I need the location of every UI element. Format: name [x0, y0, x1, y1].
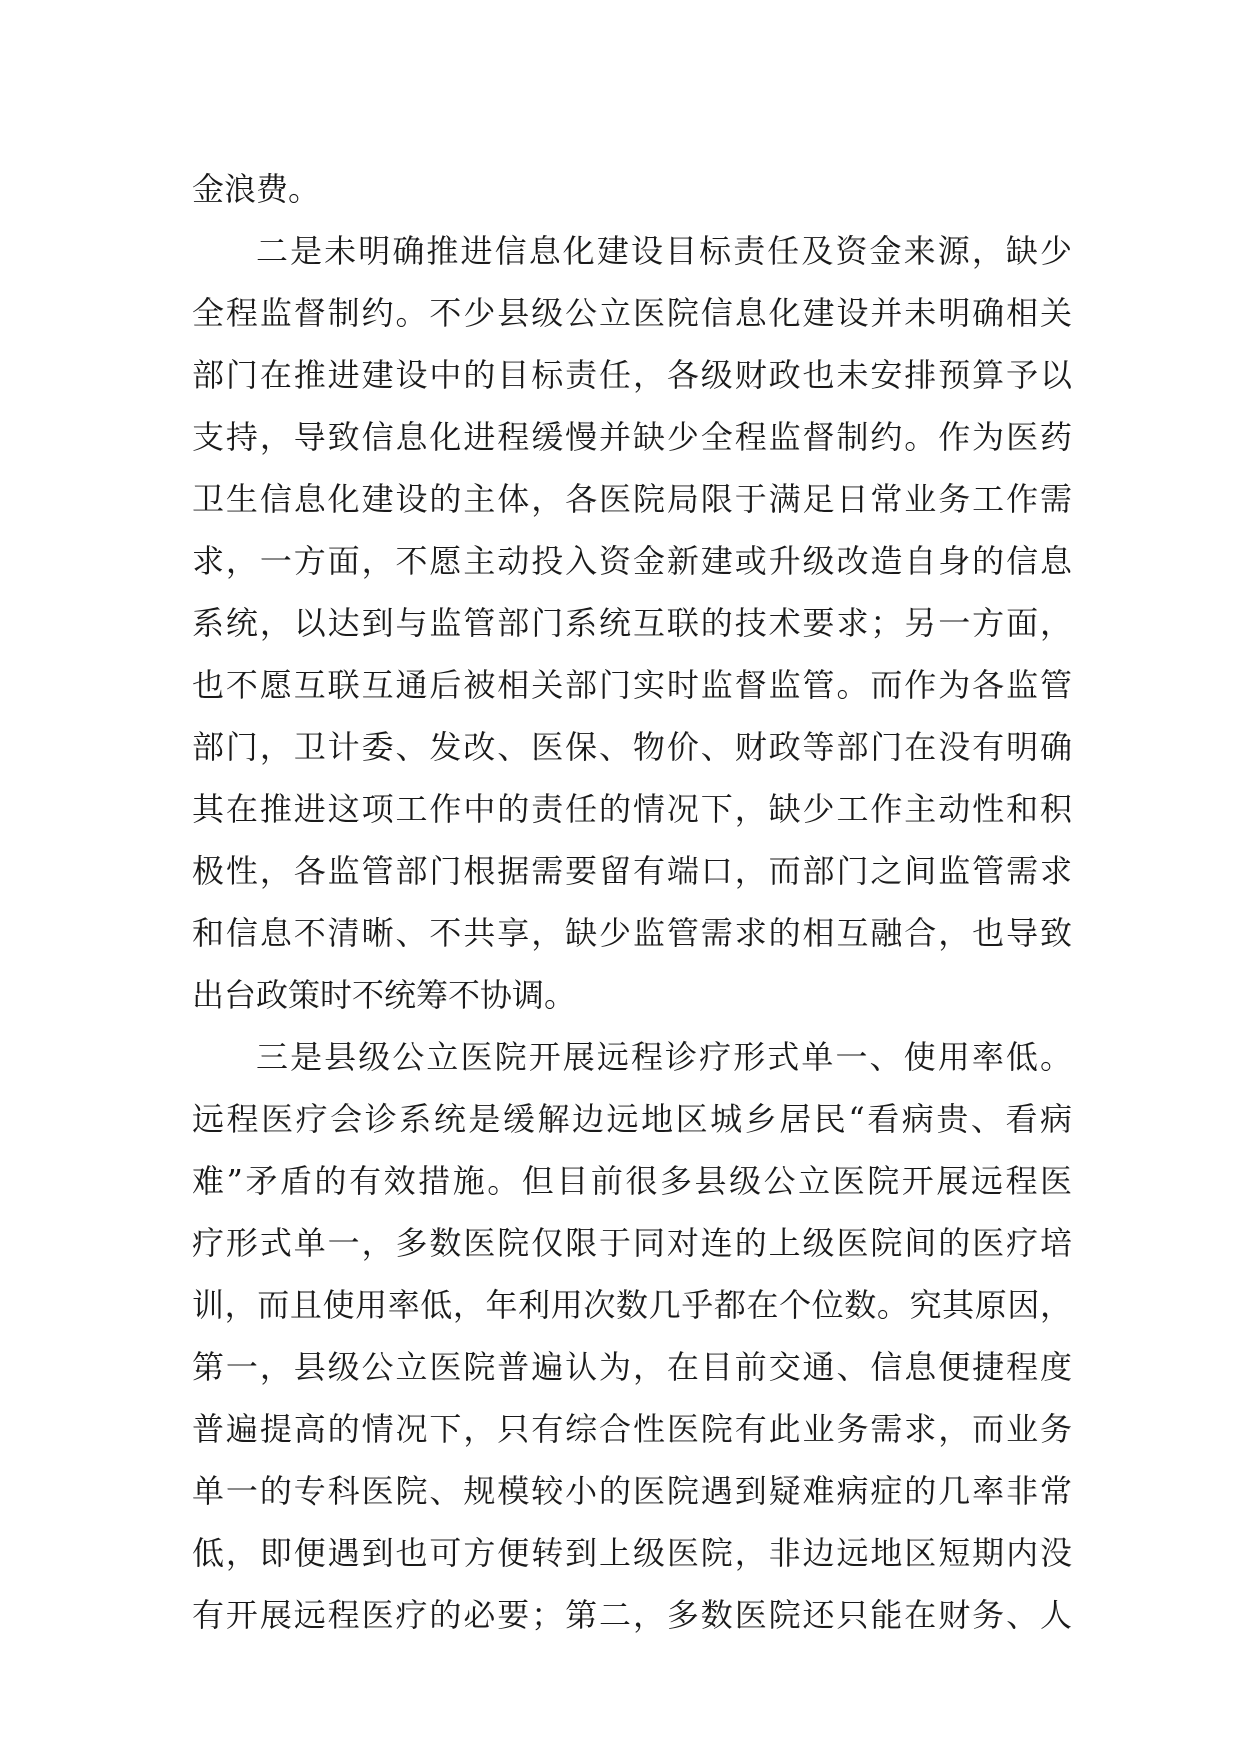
text-line: 其在推进这项工作中的责任的情况下，缺少工作主动性和积 [192, 790, 1072, 828]
text-line: 单一的专科医院、规模较小的医院遇到疑难病症的几率非常 [192, 1472, 1072, 1510]
text-line: 远程医疗会诊系统是缓解边远地区城乡居民“看病贵、看病 [192, 1100, 1072, 1138]
body-text [192, 158, 1072, 1646]
text-line: 全程监督制约。不少县级公立医院信息化建设并未明确相关 [192, 294, 1072, 332]
text-line: 卫生信息化建设的主体，各医院局限于满足日常业务工作需 [192, 480, 1072, 518]
text-line: 极性，各监管部门根据需要留有端口，而部门之间监管需求 [192, 852, 1072, 890]
text-line: 系统，以达到与监管部门系统互联的技术要求；另一方面， [192, 604, 1072, 642]
text-line: 金浪费。 [192, 170, 321, 208]
text-line: 有开展远程医疗的必要；第二，多数医院还只能在财务、人 [192, 1596, 1072, 1634]
text-line: 低，即便遇到也可方便转到上级医院，非边远地区短期内没 [192, 1534, 1072, 1572]
text-line: 也不愿互联互通后被相关部门实时监督监管。而作为各监管 [192, 666, 1072, 704]
text-line: 求，一方面，不愿主动投入资金新建或升级改造自身的信息 [192, 542, 1072, 580]
text-line: 训，而且使用率低，年利用次数几乎都在个位数。究其原因， [192, 1286, 1072, 1324]
text-line: 部门在推进建设中的目标责任，各级财政也未安排预算予以 [192, 356, 1072, 394]
text-line: 出台政策时不统筹不协调。 [192, 976, 577, 1014]
text-line: 支持，导致信息化进程缓慢并缺少全程监督制约。作为医药 [192, 418, 1072, 456]
paragraph-first-line: 二是未明确推进信息化建设目标责任及资金来源，缺少 [256, 232, 1072, 270]
text-line: 第一，县级公立医院普遍认为，在目前交通、信息便捷程度 [192, 1348, 1072, 1386]
text-line: 部门，卫计委、发改、医保、物价、财政等部门在没有明确 [192, 728, 1072, 766]
text-line: 普遍提高的情况下，只有综合性医院有此业务需求，而业务 [192, 1410, 1072, 1448]
text-line: 和信息不清晰、不共享，缺少监管需求的相互融合，也导致 [192, 914, 1072, 952]
text-line: 疗形式单一，多数医院仅限于同对连的上级医院间的医疗培 [192, 1224, 1072, 1262]
text-line: 难”矛盾的有效措施。但目前很多县级公立医院开展远程医 [192, 1162, 1072, 1200]
paragraph-first-line: 三是县级公立医院开展远程诊疗形式单一、使用率低。 [256, 1038, 1072, 1076]
